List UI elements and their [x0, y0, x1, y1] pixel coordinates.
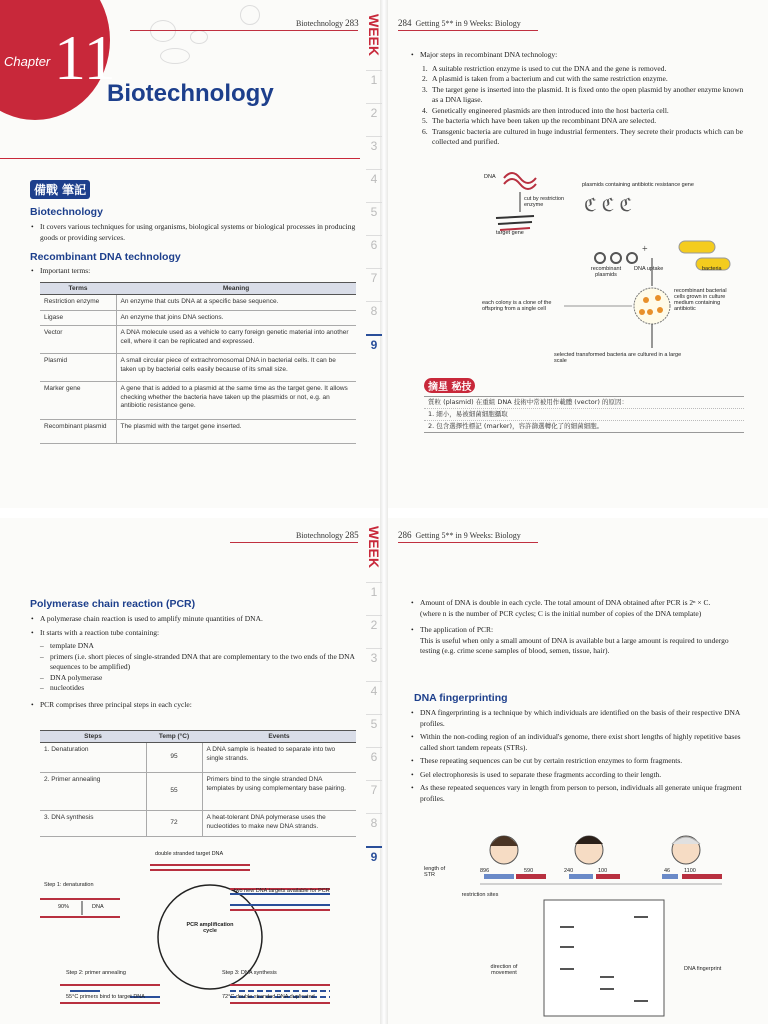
- week-tab: WEEK: [366, 14, 382, 56]
- running-head: Biotechnology 283: [296, 18, 359, 28]
- list-item: 3. The target gene is inserted into the plasmid. It is fixed onto the open plasmid by another enzyme known as a DNA ligase.: [422, 84, 744, 104]
- str-length: 100: [598, 868, 608, 874]
- label-colony: each colony is a clone of the offspring from a single cell: [482, 300, 552, 312]
- decor-bubble: [160, 48, 190, 64]
- week-tab: WEEK: [366, 526, 382, 568]
- str-length: 590: [524, 868, 534, 874]
- str-length: 240: [564, 868, 574, 874]
- label-fingerprint: DNA fingerprint: [684, 966, 722, 972]
- table-header: Meaning: [116, 283, 356, 295]
- steps-list: • Major steps in recombinant DNA technology: 1. A suitable restriction enzyme is used to cut the DNA and the gene is removed. 2. A plasmid is taken from a bacterium and cut with the same restriction enzyme. 3. The target gene is inserted into the plasmid. It is fixed onto the open plasmid by another enzyme known as a DNA ligase. 4. Genetically engineered plasmids are then introduced into the host bacteria cell. 5. The bacteria which have been taken up the recombinant DNA are selected. 6. Transgenic bacteria are cultured in huge industrial fermenters. They secrete their products which can be collected and purified.: [410, 50, 744, 148]
- week-number-list: 1 2 3 4 5 6 7 8 9: [366, 70, 382, 367]
- section-heading: DNA fingerprinting: [414, 692, 508, 704]
- header-rule: [398, 542, 538, 543]
- recombinant-plasmid-icon: [595, 253, 605, 263]
- label-bacteria: bacteria: [702, 266, 722, 272]
- running-head: Biotechnology 285: [296, 530, 359, 540]
- table-header: Terms: [40, 283, 116, 295]
- list-item: 6. Transgenic bacteria are cultured in huge industrial fermenters. They secrete their products which can be collected and purified.: [422, 126, 743, 146]
- fingerprint-text: • DNA fingerprinting is a technique by which individuals are identified on the basis of their respective DNA profiles. • Within the non-coding region of an individual's genome, there exist short lengths of highly repetitive bases called short tandem repeats (STRs). • These repeating sequences can be cut by certain restriction enzymes to form fragments. • Gel electrophoresis is used to separate these fragments according to their length. • As these repeated sequences vary in length from person to person, individuals all generate unique fragment profiles.: [410, 708, 744, 807]
- list-item: 1. A suitable restriction enzyme is used to cut the DNA and the gene is removed.: [422, 63, 667, 73]
- bacteria-icon: [679, 241, 715, 253]
- decor-bubble: [150, 20, 176, 42]
- table-row: 2. Primer annealing 55 Primers bind to the single stranded DNA templates by using complementary base pairing.: [40, 773, 356, 811]
- divider: [0, 158, 360, 159]
- header-rule: [130, 30, 358, 31]
- dna-coil-icon: [504, 173, 536, 183]
- pcr-steps-table: [40, 730, 356, 837]
- pcr-text: • A polymerase chain reaction is used to amplify minute quantities of DNA. • It starts with a reaction tube containing: – template DNA – primers (i.e. short pieces of single-stranded DNA that are complementary to the two ends of the DNA sequences to be amplified) – DNA polymerase – nucleotides • PCR comprises three principal steps in each cycle:: [30, 614, 360, 713]
- label-step3: Step 3: DNA synthesis: [222, 970, 277, 976]
- list-item: 2. A plasmid is taken from a bacterium and cut with the same restriction enzyme.: [422, 74, 668, 83]
- label-step3-note: 72°C double stranded DNA duplicated: [222, 994, 315, 1000]
- week-number-list: 1 2 3 4 5 6 7 8 9: [366, 582, 382, 879]
- table-row: Ligase An enzyme that joins DNA sections.: [40, 310, 356, 326]
- label-plasmids: plasmids containing antibiotic resistance gene: [582, 182, 694, 188]
- label-step2: Step 2: primer annealing: [66, 970, 126, 976]
- chapter-number: 11: [54, 22, 116, 93]
- table-row: Restriction enzyme An enzyme that cuts DNA at a specific base sequence.: [40, 295, 356, 311]
- cycle-label: PCR amplification cycle: [186, 922, 234, 934]
- table-row: Vector A DNA molecule used as a vehicle to carry foreign genetic material into another cell, where it can be replicated and expressed.: [40, 326, 356, 354]
- table-header: Events: [202, 731, 356, 743]
- page-284: [384, 0, 768, 512]
- list-item: 5. The bacteria which have been taken up the recombinant DNA are selected.: [422, 116, 657, 125]
- fingerprint-diagram: [424, 828, 744, 1018]
- label-length: length of STR: [424, 866, 446, 878]
- table-row: Plasmid A small circular piece of extrachromosomal DNA in bacterial cells. It can be taken up by bacterial cells easily because of its small size.: [40, 354, 356, 382]
- running-head: 284 Getting 5** in 9 Weeks: Biology: [398, 18, 521, 28]
- label-restriction-sites: restriction sites: [461, 892, 499, 898]
- label-target-gene: target gene: [496, 230, 524, 236]
- target-gene-fragment: [496, 216, 534, 218]
- table-header: Temp (°C): [146, 731, 202, 743]
- tip-badge: 摘星 秘技: [424, 378, 475, 393]
- label-direction: direction of movement: [490, 964, 518, 976]
- plasmid-icon: ℭ ℭ ℭ: [584, 195, 632, 215]
- label-dna-uptake: DNA uptake: [634, 266, 664, 272]
- str-length: 896: [480, 868, 490, 874]
- tip-box: 質粒 (plasmid) 在重組 DNA 技術中常被用作載體 (vector) 的原因： 1. 細小，易被細菌細胞攝取 2. 包含選擇性標記 (marker)，容許篩選轉化了的細菌細胞。: [424, 396, 744, 433]
- table-row: 1. Denaturation 95 A DNA sample is heated to separate into two single strands.: [40, 743, 356, 773]
- svg-text:+: +: [642, 244, 648, 255]
- section-heading: Polymerase chain reaction (PCR): [30, 598, 196, 610]
- running-head: 286 Getting 5** in 9 Weeks: Biology: [398, 530, 521, 540]
- culture-dish-icon: [634, 288, 670, 324]
- pcr-cycle-diagram: [30, 857, 360, 1017]
- chapter-label: Chapter: [4, 54, 51, 69]
- label-recombinant-plasmids: recombinant plasmids: [590, 266, 622, 278]
- label-step2-note: 55°C primers bind to target DNA: [66, 994, 145, 1000]
- label-new-targets: two new DNA targets available for PCR: [234, 888, 330, 894]
- page-286: [384, 512, 768, 1024]
- list-item: 4. Genetically engineered plasmids are then introduced into the host bacteria cell.: [422, 105, 669, 115]
- label-top: double stranded target DNA: [155, 851, 224, 857]
- label-step1: Step 1: denaturation: [44, 882, 94, 888]
- terms-intro: • Important terms:: [30, 266, 360, 280]
- table-row: Marker gene A gene that is added to a plasmid at the same time as the target gene. It allows checking whether the bacteria have taken up the plasmids or not, e.g. an antibiotic resistance gene.: [40, 382, 356, 420]
- decor-bubble: [240, 5, 260, 25]
- section-heading: Recombinant DNA technology: [30, 251, 181, 263]
- page-285: [0, 512, 384, 1024]
- chapter-title: Biotechnology: [107, 80, 274, 107]
- label-dna: DNA: [92, 904, 104, 910]
- str-length: 1100: [684, 868, 696, 874]
- table-row: 3. DNA synthesis 72 A heat-tolerant DNA polymerase uses the nucleotides to make new DNA strands.: [40, 811, 356, 837]
- section-text: • It covers various techniques for using organisms, biological systems or biological processes in producing goods or providing services.: [30, 222, 360, 246]
- section-heading: Biotechnology: [30, 206, 103, 218]
- notes-badge: 備戰 筆記: [30, 180, 90, 199]
- table-header: Steps: [40, 731, 146, 743]
- decor-bubble: [190, 30, 208, 44]
- label-dna: DNA: [484, 174, 496, 180]
- header-rule: [230, 542, 358, 543]
- label-temp1: 90%: [58, 904, 70, 910]
- label-cut: cut by restriction enzyme: [524, 196, 565, 208]
- label-recombinant-cells: recombinant bacterial cells grown in culture medium containing antibiotic: [674, 288, 727, 312]
- label-selected: selected transformed bacteria are cultured in a large scale: [554, 352, 682, 364]
- header-rule: [398, 30, 538, 31]
- terms-table: [40, 282, 356, 444]
- pcr-amount-text: • Amount of DNA is double in each cycle. The total amount of DNA obtained after PCR is 2ⁿ × C. (where n is the number of PCR cycles; C is the initial number of copies of the DNA template) • The application of PCR: This is useful when only a small amount of DNA is available but a large amount is required to undergo testing (e.g. crime scene samples of blood, semen, tissue, hair).: [410, 598, 744, 660]
- str-length: 46: [664, 868, 671, 874]
- page-283: [0, 0, 384, 512]
- table-row: Recombinant plasmid The plasmid with the target gene inserted.: [40, 420, 356, 444]
